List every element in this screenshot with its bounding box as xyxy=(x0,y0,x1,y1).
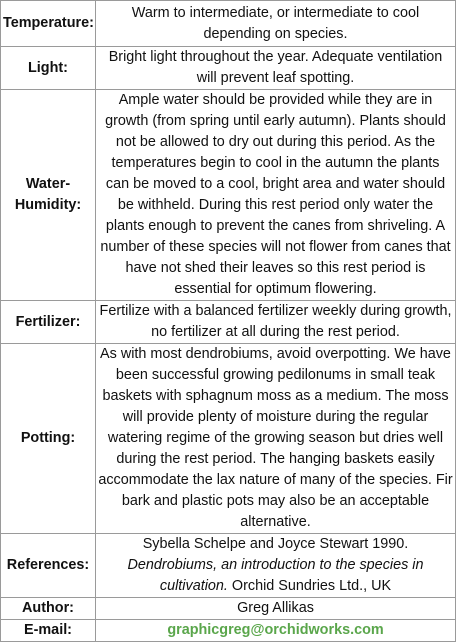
references-label: References: xyxy=(1,534,96,598)
reference-book-title: Dendrobiums, an introduction to the species in cultivation. xyxy=(127,557,424,594)
light-value: Bright light throughout the year. Adequate ventilation will prevent leaf spotting. xyxy=(96,47,456,90)
potting-label: Potting: xyxy=(1,344,96,534)
water-humidity-label: Water-Humidity: xyxy=(1,90,96,301)
table-row-author xyxy=(1,598,456,620)
email-cell xyxy=(96,620,456,642)
email-link[interactable]: graphicgreg@orchidworks.com xyxy=(167,622,384,638)
author-label: Author: xyxy=(1,598,96,620)
table-row-fertilizer xyxy=(1,301,456,344)
reference-publisher: Orchid Sundries Ltd., UK xyxy=(231,578,392,594)
water-humidity-value: Ample water should be provided while they are in growth (from spring until early autumn). Plants should not be allowed to dry out during this period. As the temperatures begin to cool in the autumn the plants can be moved to a cool, bright area and water should be withheld. During this rest period only water the plants enough to prevent the canes from shriveling. A number of these species will not flower from canes that have not shed their leaves so this rest period is essential for optimum flowering. xyxy=(96,90,456,301)
email-label: E-mail: xyxy=(1,620,96,642)
table-row-references xyxy=(1,534,456,598)
table-row-email xyxy=(1,620,456,642)
author-value: Greg Allikas xyxy=(96,598,456,620)
temperature-value: Warm to intermediate, or intermediate to cool depending on species. xyxy=(96,1,456,47)
table-row-light xyxy=(1,47,456,90)
light-label: Light: xyxy=(1,47,96,90)
table-row-temperature xyxy=(1,1,456,47)
table-row-water-humidity xyxy=(1,90,456,301)
potting-value: As with most dendrobiums, avoid overpotting. We have been successful growing pedilonums in small teak baskets with sphagnum moss as a medium. The moss will provide plenty of moisture during the regular watering regime of the growing season but dries well during the rest period. The hanging baskets easily accommodate the lax nature of many of the species. Fir bark and plastic pots may also be an acceptable alternative. xyxy=(96,344,456,534)
references-value xyxy=(96,534,456,598)
fertilizer-value: Fertilize with a balanced fertilizer weekly during growth, no fertilizer at all during the rest period. xyxy=(96,301,456,344)
fertilizer-label: Fertilizer: xyxy=(1,301,96,344)
reference-authors: Sybella Schelpe and Joyce Stewart 1990. xyxy=(142,536,409,552)
table-row-potting xyxy=(1,344,456,534)
temperature-label: Temperature: xyxy=(1,1,96,47)
